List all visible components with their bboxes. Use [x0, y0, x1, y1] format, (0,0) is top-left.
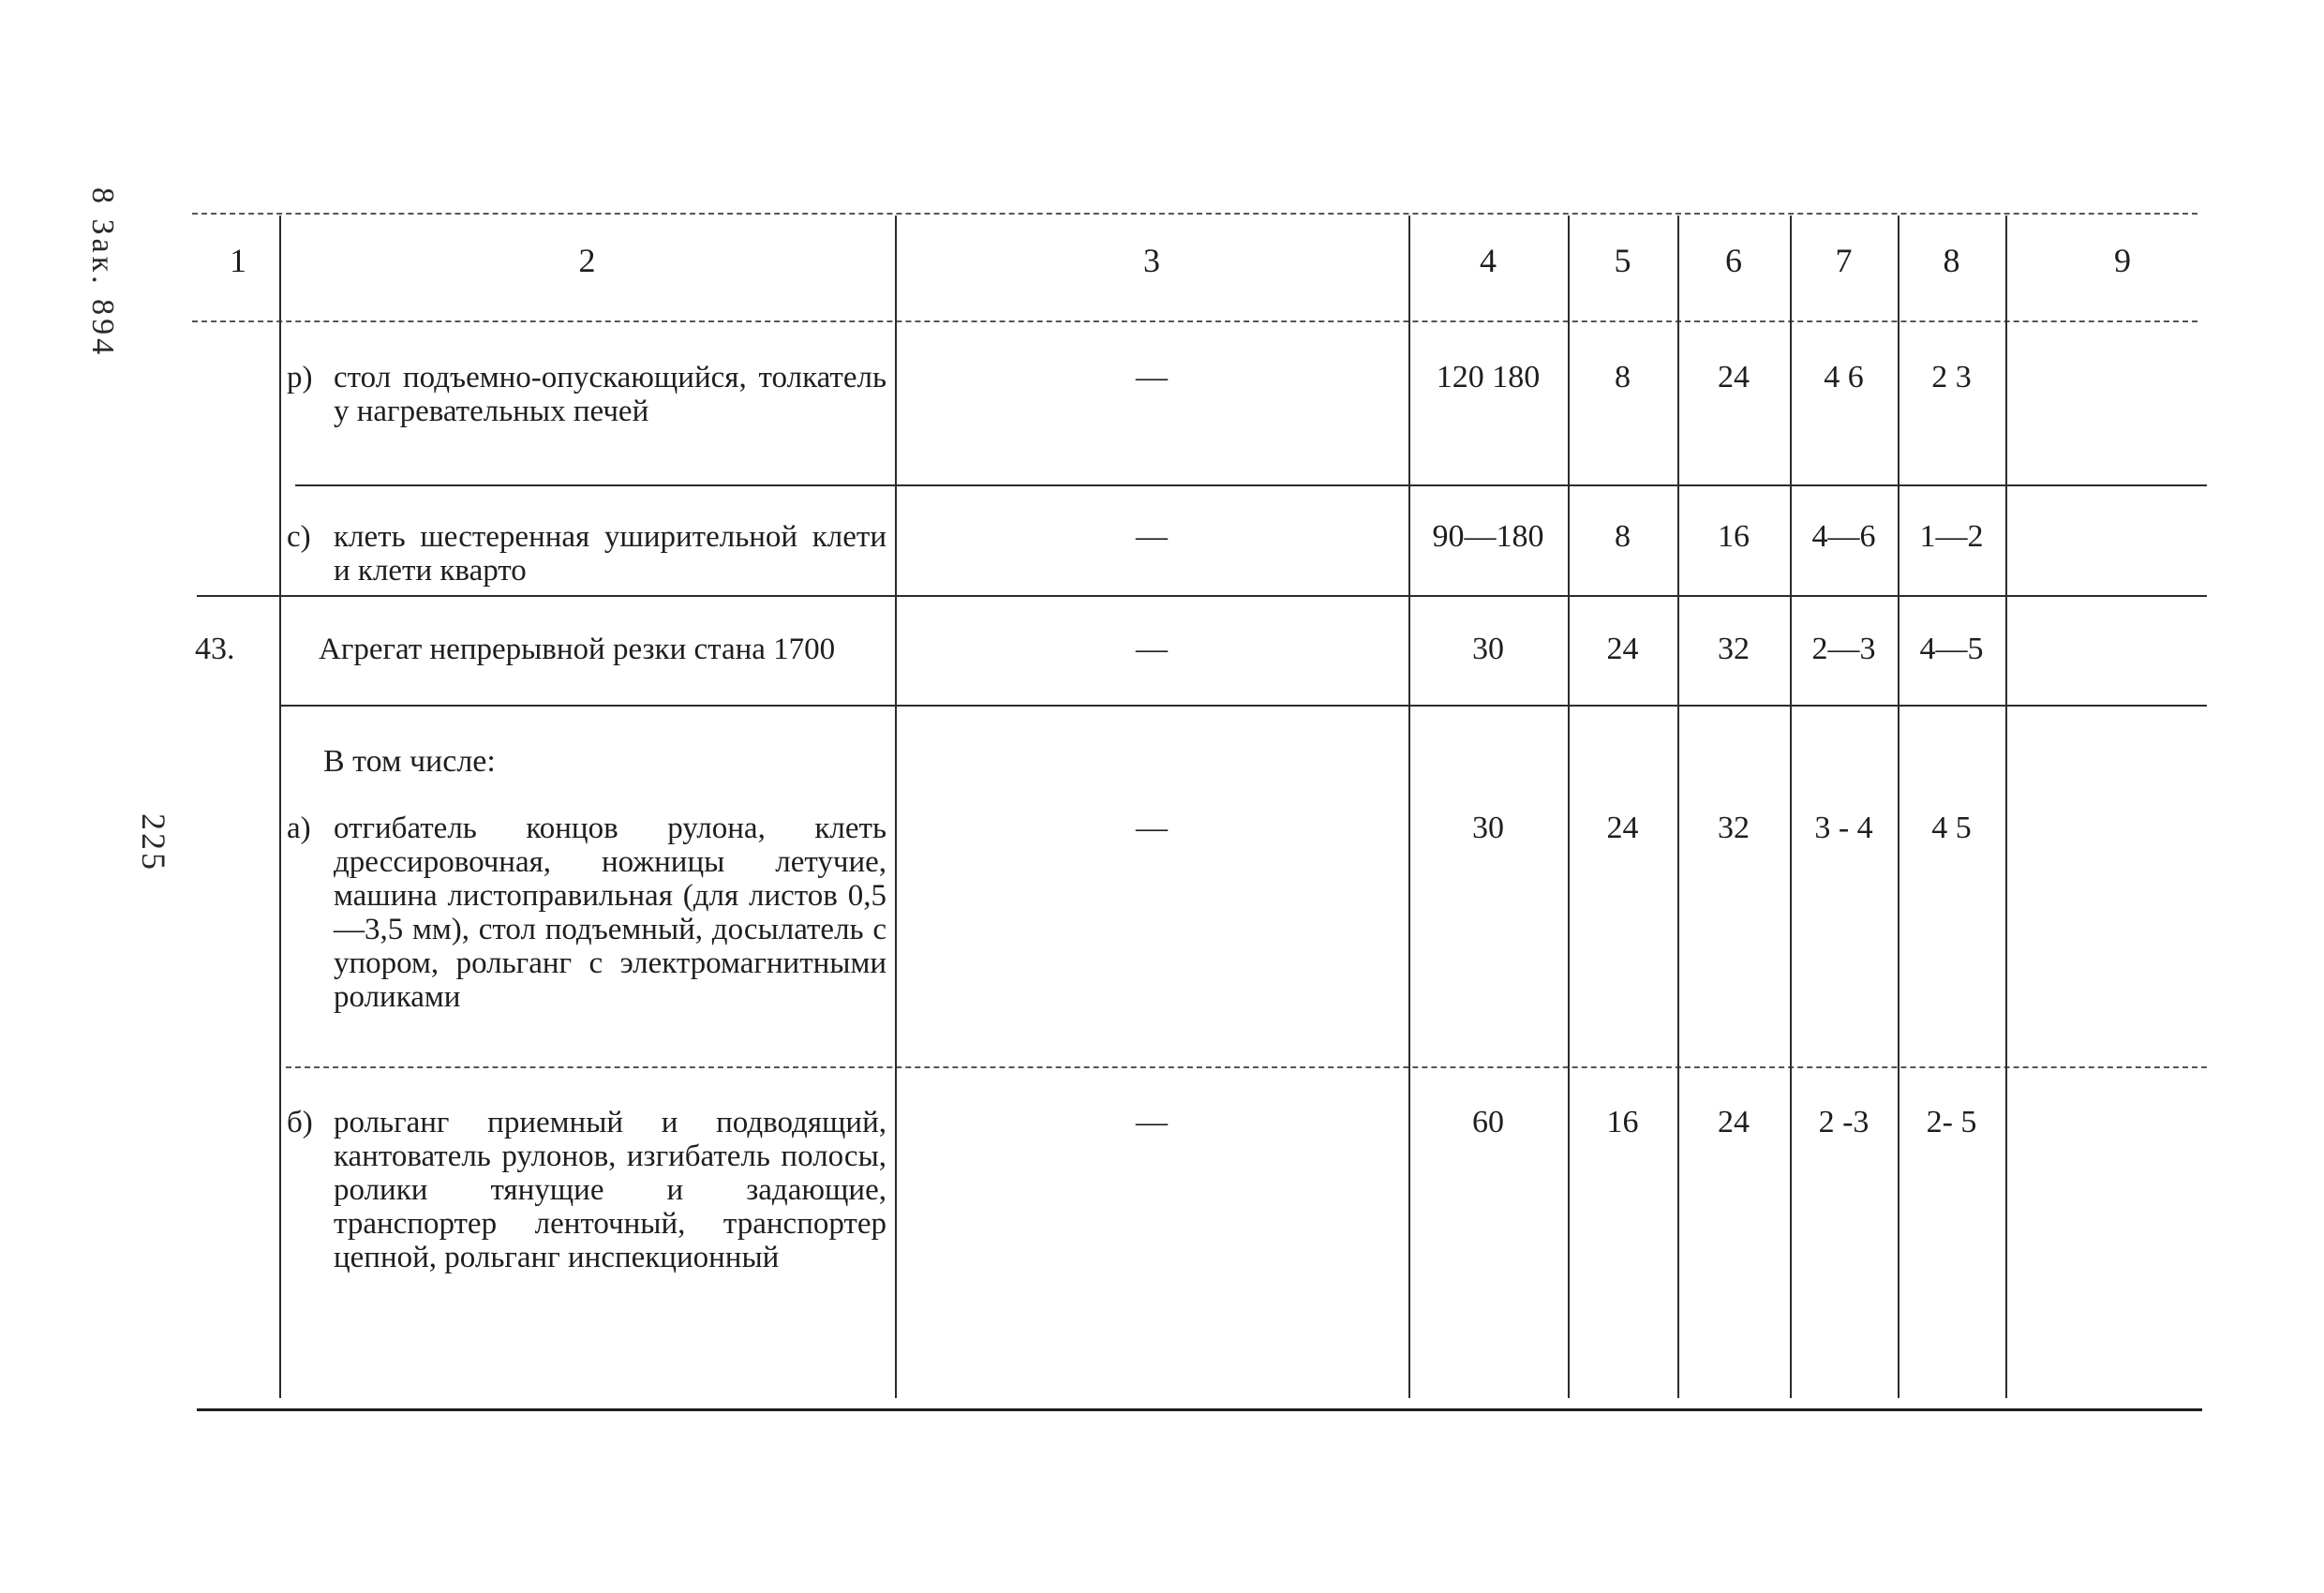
column-header-3: 3: [1143, 242, 1160, 279]
margin-note: 8 Зак. 894: [85, 187, 120, 359]
dash-cell: —: [1136, 360, 1168, 395]
dash-cell: —: [1136, 1105, 1168, 1139]
value-cell: 3 - 4: [1814, 811, 1873, 845]
value-cell: 120 180: [1436, 360, 1541, 395]
item-label: а): [287, 811, 311, 845]
dash-cell: —: [1136, 811, 1168, 845]
column-header-4: 4: [1480, 242, 1497, 279]
row-description: [287, 520, 886, 588]
value-cell: 90—180: [1432, 519, 1544, 554]
item-text: стол подъемно-опускающийся, толкатель у нагревательных печей: [334, 361, 886, 428]
item-label: с): [287, 520, 311, 554]
value-cell: 60: [1472, 1105, 1504, 1139]
column-header-2: 2: [578, 242, 596, 279]
dash-cell: —: [1136, 519, 1168, 554]
row-number: 43.: [195, 632, 235, 666]
value-cell: 2- 5: [1926, 1105, 1977, 1139]
value-cell: 4 6: [1824, 360, 1864, 395]
value-cell: 32: [1718, 632, 1750, 666]
row-divider: [281, 705, 2207, 707]
value-cell: 2 -3: [1818, 1105, 1870, 1139]
value-cell: 24: [1718, 360, 1750, 395]
column-header-5: 5: [1614, 242, 1631, 279]
column-header-6: 6: [1725, 242, 1742, 279]
row-description: [287, 361, 886, 428]
item-text: рольганг приемный и подводящий, кантователь рулонов, изгибатель полосы, ролики тянущие и задающие, транспортер ленточный, транспортер цепной, рольганг инспекционный: [334, 1106, 886, 1274]
value-cell: 2 3: [1931, 360, 1972, 395]
column-header-9: 9: [2114, 242, 2131, 279]
value-cell: 4 5: [1931, 811, 1972, 845]
value-cell: 30: [1472, 811, 1504, 845]
value-cell: 16: [1718, 519, 1750, 554]
value-cell: 1—2: [1919, 519, 1984, 554]
item-label: б): [287, 1106, 313, 1139]
item-label: р): [287, 361, 313, 395]
table-bottom-rule: [197, 1408, 2202, 1411]
value-cell: 8: [1615, 360, 1631, 395]
column-divider: [279, 216, 281, 1398]
value-cell: 30: [1472, 632, 1504, 666]
row-divider: [295, 484, 2207, 486]
item-text: клеть шестеренная уширительной клети и клети кварто: [334, 520, 886, 588]
header-bottom-rule: [192, 320, 2197, 322]
value-cell: 24: [1718, 1105, 1750, 1139]
column-divider: [2005, 216, 2007, 1398]
row-description: [290, 633, 886, 666]
value-cell: 8: [1615, 519, 1631, 554]
page-number: 225: [135, 813, 172, 872]
row-divider: [286, 1066, 2207, 1068]
value-cell: 4—6: [1811, 519, 1876, 554]
table-top-rule: [192, 213, 2197, 215]
value-cell: 24: [1606, 811, 1639, 845]
dash-cell: —: [1136, 632, 1168, 666]
column-header-1: 1: [230, 242, 246, 279]
row-divider: [197, 595, 2207, 597]
value-cell: 2—3: [1811, 632, 1876, 666]
subheading: В том числе:: [323, 744, 496, 779]
value-cell: 4—5: [1919, 632, 1984, 666]
row-description: [287, 1106, 886, 1274]
value-cell: 16: [1606, 1105, 1639, 1139]
item-text: отгибатель концов рулона, клеть дрессировочная, ножницы летучие, машина листоправильная (для листов 0,5—3,5 мм), стол подъемный, досылатель с упором, рольганг с электромагнитными роликами: [334, 811, 886, 1014]
value-cell: 32: [1718, 811, 1750, 845]
row-description: [287, 811, 886, 1014]
value-cell: 24: [1606, 632, 1639, 666]
column-header-7: 7: [1835, 242, 1853, 279]
column-header-8: 8: [1943, 242, 1960, 279]
item-text: Агрегат непрерывной резки стана 1700: [319, 633, 836, 666]
